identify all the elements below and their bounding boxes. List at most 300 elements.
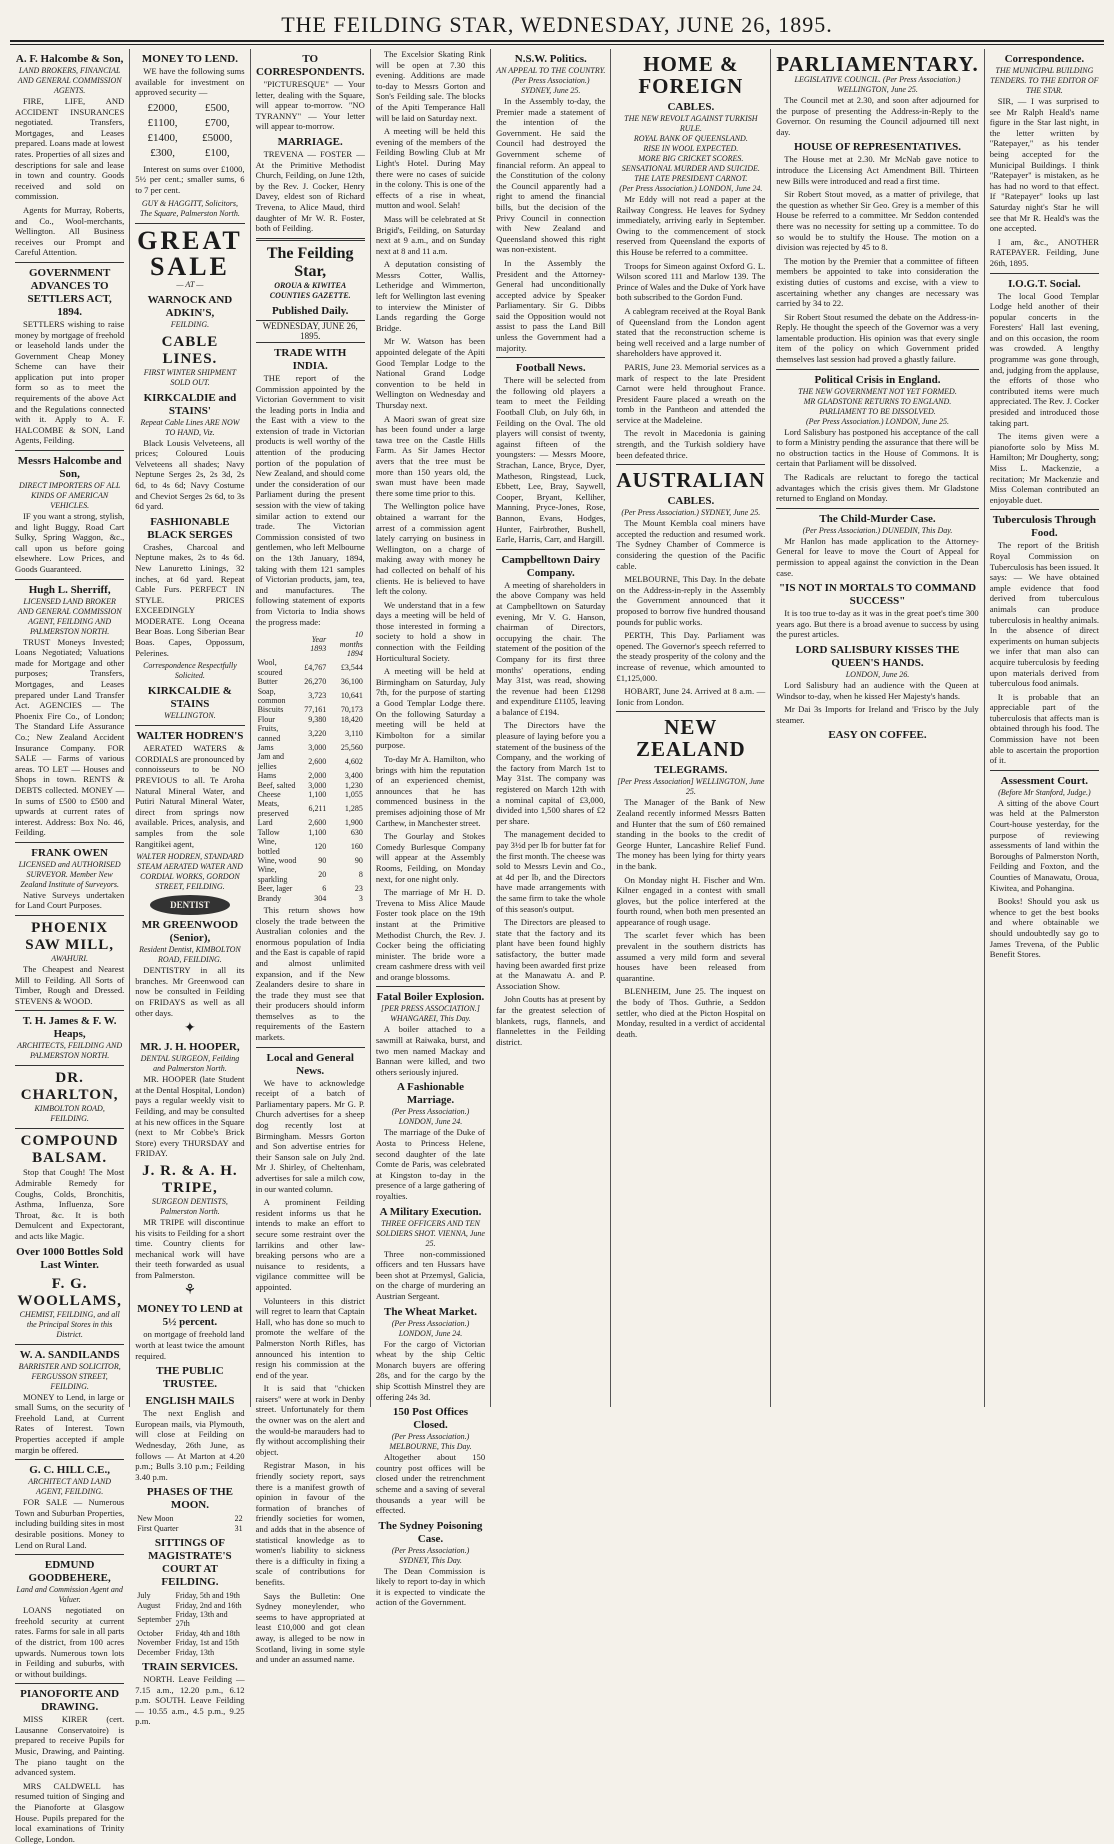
post-offices-dateline: (Per Press Association.) MELBOURNE, This Day.: [389, 1432, 472, 1452]
home-foreign-cables-title: HOME & FOREIGN: [638, 52, 744, 98]
moon-day: 31: [234, 1523, 243, 1533]
ad-money-text: WE have the following sums available for investment on approved security —: [135, 66, 245, 98]
star-title-block: [256, 245, 365, 343]
table-row: [135, 1610, 244, 1629]
ad-sawmill-subheading: AWAHURI.: [51, 954, 88, 964]
australian-cable-text: The Mount Kembla coal miners have accepted the reduction and resumed work. The Sydney Chamber of Commerce is considering the question of the Pacific cable.: [616, 518, 766, 571]
australian-cable-text: MELBOURNE, This Day. In the debate on the Address-in-reply in the Assembly the Government announced that it proposed to borrow five hundred thousand pounds for public works.: [616, 574, 766, 627]
newspaper-page: [10, 10, 1104, 1844]
cable-text: PARIS, June 23. Memorial services as a mark of respect to the late President Carnot were held throughout France. President Faure placed a wreath on the tomb in the Pantheon and attended the service at the Madeleine.: [616, 361, 766, 425]
money-sum: £5000,: [202, 131, 233, 144]
iogt-social-text: The items given were a pianoforte solo by Miss M. Hamilton; Mr Dougherty, song; Miss L. Mackenzie, a recitation; Mr Mackenzie and Miss Coleman contributed an enjoyable duet.: [989, 431, 1100, 505]
cable-headline: RISE IN WOOL EXPECTED.: [643, 144, 739, 153]
nz-telegram-text: On Monday night H. Fischer and Wm. Kilner engaged in a contest with small gloves, but the police interfered at the fourth round, when both men presented an appearance of rough usage.: [616, 874, 766, 927]
table-row: [256, 884, 365, 893]
house-text: The motion by the Premier that a committee of fifteen members be appointed to take into consideration the existing duties of customs and excise, with a view to ascertaining whether any changes are necessary was carried by 34 to 22.: [776, 255, 979, 309]
cell: 6: [322, 884, 327, 894]
ad-owen-text: Native Surveys undertaken for Land Court Purposes.: [15, 889, 125, 911]
nz-telegrams-title: NEW ZEALAND: [635, 715, 746, 762]
house-text: Sir Robert Stout moved, as a matter of privilege, that the question as whether Sir Geo. Grey is a member of this House be referred to a committee. Mr Seddon contended there was no necessity for setting up a committee. To do so would be to stultify the House. The motion on a division was rejected by 45 to 8.: [776, 189, 979, 253]
train-services-heading: TRAIN SERVICES.: [142, 1661, 238, 1674]
ad-piano-text: MISS KIRER (cert. Lausanne Conservatoire) is prepared to receive Pupils for Music, Drawing, and Painting. The piano taught on the advanced system.: [15, 1714, 125, 1778]
ad-hooper-text: MR. HOOPER (late Student at the Dental Hospital, London) pays a regular weekly visit to Feilding, and may be consulted at his new offices in the Square (next to Mr Cobbe's Brick Store) every THURSDAY and FRIDAY.: [135, 1074, 245, 1159]
ad-warnock-heading: WARNOCK AND ADKIN'S,: [147, 293, 233, 319]
local-news-item: Says the Bulletin: One Sydney moneylender, who seems to have appropriated at least £10,000 and got clean away, is alleged to be now in Scotland, living in some style and under an assumed name.: [255, 1590, 365, 1665]
imports-notice: Mr Dai 3s Imports for Ireland and 'Frisco by the July steamer.: [776, 704, 979, 725]
assessment-court-text: A sitting of the above Court was held at the Palmerston Court-house yesterday, for the purpose of reviewing assessments of land within the Boroughs of Palmerston North, Feilding and Foxton, and the Counties of Manawatu, Oroua, Kiwitea, and Pohangina.: [989, 797, 1100, 893]
post-offices-text: Altogether about 150 country post offices will be closed under the retrenchment scheme and a saving of several thousands a year will be effected.: [375, 1452, 486, 1516]
ad-halcombe-heading: A. F. Halcombe & Son,: [15, 53, 124, 65]
cell: 2,600: [308, 757, 327, 767]
nsw-politics-heading: N.S.W. Politics.: [514, 53, 587, 65]
divider: [135, 725, 244, 726]
table-row: [256, 856, 365, 865]
divider: [776, 508, 978, 509]
sitting-dates: Friday, 1st and 15th: [175, 1638, 239, 1648]
money-sum: £1100,: [147, 116, 178, 129]
local-news-item: The marriage of Mr H. D. Trevena to Miss Alice Maude Foster took place on the 19th instant at the Primitive Methodist Church, the Rev. J. Cocker being the officiating minister. The bride wore a cream cashmere dress with veil and orange blossoms.: [375, 887, 486, 982]
cell: 36,100: [340, 677, 363, 687]
sitting-month: November: [137, 1638, 172, 1648]
cell: Lard: [257, 818, 273, 828]
correspondence-sub: THE MUNICIPAL BUILDING TENDERS. TO THE EDITOR OF THE STAR.: [990, 66, 1099, 95]
ad-vehicles-subheading: DIRECT IMPORTERS OF ALL KINDS OF AMERICAN VEHICLES.: [19, 481, 121, 511]
success-advert-text: It is too true to-day as it was in the great poet's time 300 years ago. But there is a broad avenue to success by using the purest articles.: [776, 608, 979, 640]
ad-trustee-money-text: on mortgage of freehold land worth at least twice the amount required.: [135, 1329, 245, 1361]
dairy-company-text-3: The management decided to pay 3½d per lb for butter fat for the first month. The cheese was sold to Messrs Levin and Co., at 4d per lb, and the Directors have made arrangements with the same firm to take the whole of this season's output.: [496, 829, 606, 914]
cell: 3,110: [345, 728, 363, 738]
editorial-text: THE report of the Commission appointed by the Victorian Government to visit the leading ports in India and the East with a view to the extension of trade in Victorian products is well worthy of the attention of the producing portion of the population of New Zealand, and should come under the consideration of our Parliament during the present session with the view of taking similar action to extend our trade. The Victorian Commission consisted of two gentlemen, who left Melbourne on the 13th January, 1894, taking with them 121 samples of Victorian products, jam, tea, and manufactures. The following statement of exports from Victoria to India shows the progress made:: [255, 372, 365, 627]
sitting-dates: Friday, 13th: [175, 1647, 215, 1657]
english-mails-text: The next English and European mails, via Plymouth, will close at Feilding on Wednesday, 26th June, as follows — At Marton at 4.20 p.m.; Bulls 3.10 p.m.; Feilding 3.40 p.m.: [135, 1408, 245, 1482]
local-news-item: Volunteers in this district will regret to learn that Captain Hall, who has done so much to promote the welfare of the Palmerston North Rifles, has announced his intention to resign his commission at the end of the year.: [255, 1295, 365, 1380]
wheat-market-heading: The Wheat Market.: [383, 1305, 477, 1318]
moon-phases-table: [135, 1514, 244, 1533]
train-services-text: NORTH. Leave Feilding — 7.15 a.m., 12.20 p.m., 6.12 p.m. SOUTH. Leave Feilding — 10.55 a.m., 4.5 p.m., 9.25 p.m.: [135, 1674, 245, 1727]
cell: 3,723: [308, 691, 327, 701]
australian-cables-subtitle: CABLES.: [667, 495, 715, 508]
cell: Flour: [257, 714, 275, 724]
table-row: [256, 658, 365, 677]
cell: 3,000: [308, 780, 327, 790]
divider: [376, 986, 485, 987]
money-sum: £1400,: [147, 131, 178, 144]
house-text: Sir Robert Stout resumed the debate on the Address-in-Reply. He thought the speech of the Governor was a very lamentable production. His opinion was that every single item of the policy on which Government prided themselves last session had proved a ghastly failure.: [776, 311, 979, 365]
header-cell: Year 1893: [310, 634, 327, 654]
local-news-heading: Local and General News.: [266, 1051, 354, 1077]
cell: 3,400: [344, 771, 363, 781]
house-heading: HOUSE OF REPRESENTATIVES.: [794, 141, 961, 154]
local-news-item: We have to acknowledge receipt of a batch of Parliamentary papers. Mr G. P. Church advertises for a sheep dog recently lost at Birmingham. Messrs Gorton and Son advertise entries for their Sanson sale on July 2nd. Mr J. Shirley, of Cheltenham, advertises for sale a milch cow, in our wanted column.: [255, 1077, 365, 1194]
ad-tripe-sub: SURGEON DENTISTS, Palmerston North.: [151, 1196, 228, 1216]
ad-hodren-text: AERATED WATERS & CORDIALS are pronounced by connoisseurs to be NO PREVIOUS to all. Te Aroha Natural Mineral Water, and Putiri Natural Mineral Water, direct from springs now available. Prices, analysis, and samples from the sole Rangitikei agent,: [135, 743, 245, 849]
cell: 90: [354, 855, 363, 865]
divider: [135, 223, 244, 224]
divider: [990, 770, 1099, 771]
divider: [256, 238, 365, 241]
cell: 3: [358, 893, 363, 903]
cable-text: Troops for Simeon against Oxford G. L. Wilson scored 111 and Marlow 139. The Prince of Wales and the Duke of York have both subscribed to the Gordon Fund.: [616, 260, 766, 303]
ad-greenwood-heading: MR GREENWOOD (Senior),: [141, 919, 239, 945]
military-execution-heading: A Military Execution.: [379, 1205, 482, 1218]
cell: 2,600: [308, 818, 327, 828]
salisbury-heading: LORD SALISBURY KISSES THE QUEEN'S HANDS.: [795, 643, 960, 669]
divider: [15, 1128, 124, 1129]
cell: Brandy: [257, 893, 282, 903]
cell: 160: [350, 841, 363, 851]
table-row: [256, 705, 365, 714]
table-row: [256, 752, 365, 771]
moon-phase: New Moon: [137, 1514, 174, 1524]
salisbury-dateline: LONDON, June 26.: [845, 669, 910, 679]
ad-halcombe-subheading: LAND BROKERS, FINANCIAL AND GENERAL COMMISSION AGENTS.: [17, 66, 122, 95]
ad-greenwood-text: DENTISTRY in all its branches. Mr Greenwood can now be consulted in Feilding on FRIDAYS as well as all other days.: [135, 965, 245, 1018]
ad-kirkcaldie-city: WELLINGTON.: [164, 711, 216, 721]
local-news-item: The Wellington police have obtained a warrant for the arrest of a commission agent lately carrying on business in Wellington, on a charge of making away with money he had collected on behalf of his clients. He is believed to have left the colony.: [375, 501, 486, 597]
ad-sandilands-heading: W. A. SANDILANDS: [19, 1348, 120, 1361]
editorial-text-2: This return shows how closely the trade between the Australian colonies and the enormous population of India and the East is capable of rapid and almost unlimited expansion, and if the New Zealanders desire to share in the trade they must see that their producers should inform themselves as to the requirements of the Eastern markets.: [255, 904, 365, 1043]
ad-halcombe-text: FIRE, LIFE, AND ACCIDENT INSURANCES negotiated. Transfers, Mortgages, and Leases prepared. Loans made at lowest rates. Properties of all sizes and descriptions for sale and lease in town and country. Goods received and sold on commission.: [15, 96, 125, 202]
australian-cable-text: PERTH, This Day. Parliament was opened. The Governor's speech referred to the steady prosperity of the colony and the increase of revenue, which amounted to £1,125,000.: [616, 630, 766, 683]
ad-charlton-subheading: KIMBOLTON ROAD, FEILDING.: [34, 1104, 105, 1124]
cell: Biscuits: [257, 705, 284, 715]
cell: 70,173: [340, 705, 363, 715]
english-mails-heading: ENGLISH MAILS: [145, 1395, 235, 1408]
cable-text: A cablegram received at the Royal Bank of Queensland from the London agent stated that the reconstruction scheme is being well received and a large number of shareholders have approved it.: [616, 305, 766, 359]
cell: 3,220: [308, 728, 327, 738]
home-foreign-cables-subtitle: CABLES.: [667, 101, 715, 113]
marriage-news-text: The marriage of the Duke of Aosta to Princess Helene, second daughter of the late Comte de Paris, was celebrated at Kingston to-day in the presence of a large gathering of royalties.: [375, 1127, 486, 1201]
cell: 1,230: [344, 780, 363, 790]
ad-goodbehere-heading: EDMUND GOODBEHERE,: [28, 1559, 111, 1585]
political-crisis-dateline: (Per Press Association.) LONDON, June 25.: [805, 416, 950, 426]
political-crisis-text: Lord Salisbury has postponed his acceptance of the call to form a Ministry pending the assurance that there will be no obstruction tactics in the House of Commons. It is certain that Parliament will be dissolved.: [776, 426, 979, 469]
column-6: [610, 49, 770, 1407]
ad-warnock-town: FEILDING.: [170, 319, 210, 329]
table-row: [135, 1648, 244, 1657]
cell: 25,560: [340, 743, 363, 753]
masthead: THE FEILDING STAR, WEDNESDAY, JUNE 26, 1895.: [281, 12, 833, 37]
cell: Wine, sparkling: [257, 865, 288, 884]
star-title: The Feilding Star,: [266, 244, 354, 280]
ad-hill-subheading: ARCHITECT AND LAND AGENT, FEILDING.: [28, 1477, 112, 1497]
sitting-month: July: [137, 1591, 151, 1601]
ad-vehicles-heading: Messrs Halcombe and Son,: [17, 455, 122, 481]
cell: Jam and jellies: [257, 752, 284, 771]
money-sum: £100,: [204, 146, 230, 159]
dairy-company-text: A meeting of shareholders in the above Company was held at Campbelltown on Saturday evening, Mr V. G. Hanson, chairman of Directors, occupying the chair. The statement of the position of the Company for its first three months' operations, ending May 31st, was read, showing the revenue had been £1298 and expenditure £1105, leaving a balance of £194.: [496, 579, 606, 717]
column-5: [490, 49, 610, 1407]
cell: 1,100: [308, 827, 327, 837]
column-4: [370, 49, 490, 1608]
salisbury-text: Lord Salisbury had an audience with the Queen at Windsor to-day, when he kissed Her Majesty's hands.: [776, 679, 979, 701]
ad-vehicles-text: IF you want a strong, stylish, and light Buggy, Road Cart Sulky, Spring Waggon, &c., call upon us before going elsewhere. Low Prices, and Goods Guaranteed.: [15, 511, 125, 574]
ad-kirkcaldie-text: Black Lousis Velveteens, all prices; Coloured Louis Velveteens all shades; Navy Neptune Serges 2s, 2s 3d, 2s 6d, to 4s 6d; Navy Costume and Cheviot Serges 2s 6d, to 3s 6d yard.: [135, 437, 245, 512]
child-murder-heading: The Child-Murder Case.: [819, 512, 936, 525]
ad-serges-correspondence: Correspondence Respectfully Solicited.: [143, 661, 237, 681]
columns: [10, 49, 1104, 1844]
ad-cable-lines-heading: CABLE LINES.: [161, 333, 219, 367]
nsw-politics-text: In the Assembly to-day, the Premier made a statement of the intention of the Government. He said the Council had destroyed the Government scheme of financial reform. An appeal to the Constitution of the colony the Council apparently had a right to amend the financial bills, but the decision of the Privy Council in connection with New Zealand and Queensland showed this right was non-existent.: [496, 96, 606, 255]
moon-phase: First Quarter: [137, 1523, 179, 1533]
council-text: The Council met at 2.30, and soon after adjourned for the purpose of presenting the Address-in-Reply to the Governor. On resuming the Council adjourned till next day.: [776, 95, 979, 137]
poisoning-case-heading: The Sydney Poisoning Case.: [378, 1519, 483, 1545]
ad-sandilands-text: MONEY to Lend, in large or small Sums, on the security of Freehold Land, at Current Rates of Interest. Town Properties accepted if ample margin be offered.: [15, 1391, 125, 1455]
masthead-rule: [10, 40, 1104, 45]
cell: Hams: [257, 771, 277, 781]
cell: Wine, bottled: [257, 837, 280, 856]
tuberculosis-text: It is probable that an appreciable part of the tuberculosis that affects man is obtained through his food. The Commission have not been able to ascertain the proportion of it.: [989, 691, 1100, 766]
australian-cable-text: HOBART, June 24. Arrived at 8 a.m. — Ionic from London.: [616, 686, 766, 707]
table-row: [256, 818, 365, 827]
cable-headline: MORE BIG CRICKET SCORES.: [638, 154, 744, 163]
correspondence-heading: Correspondence.: [1004, 53, 1085, 65]
cell: 1,285: [344, 804, 363, 814]
ad-sandilands-subheading: BARRISTER AND SOLICITOR, FERGUSSON STREET, FEILDING.: [18, 1361, 121, 1391]
ad-architects-heading: T. H. James & F. W. Heaps,: [22, 1015, 117, 1041]
ad-hill-text: FOR SALE — Numerous Town and Suburban Properties, including building sites in most desirable positions. Money to Lend on Rural Land.: [15, 1497, 125, 1550]
cell: Wool, scoured: [257, 658, 283, 677]
ad-advances-text: SETTLERS wishing to raise money by mortgage of freehold or leasehold lands under the Government Cheap Money Scheme can have their application put into proper form so as to meet the requirements of the above Act and the Regulations connected with it. Apply to A. F. HALCOMBE & SON, Land Agents, Feilding.: [15, 318, 125, 446]
cell: 6,211: [308, 804, 327, 814]
divider: [15, 1683, 124, 1684]
cell: 4,602: [344, 757, 363, 767]
table-row: [135, 1638, 244, 1647]
cell: 10,641: [340, 691, 363, 701]
ad-hodren-heading: WALTER HODREN'S: [136, 730, 244, 743]
ad-public-trustee: THE PUBLIC TRUSTEE.: [156, 1365, 224, 1391]
marriage-news-dateline: (Per Press Association.) LONDON, June 24.: [391, 1107, 470, 1127]
ad-hodren-address: WALTER HODREN, STANDARD STEAM AERATED WATER AND CORDIAL WORKS, GORDON STREET, FEILDING.: [136, 852, 244, 892]
cell: 20: [318, 870, 327, 880]
tuberculosis-text: The report of the British Royal Commission on Tuberculosis has been issued. It says: — We have obtained ample evidence that food derived from tuberculous animals can produce tuberculosis in healthy animals. In the absence of direct experiments on human subjects we infer that man also can acquire tuberculosis by feeding upon materials derived from tuberculous food animals.: [989, 540, 1100, 689]
table-row: [256, 771, 365, 780]
ad-piano-heading: PIANOFORTE AND DRAWING.: [20, 1688, 120, 1714]
correspondents-text: "PICTURESQUE" — Your letter, dealing with the Square, will appear to-morrow. "NO TYRANNY" — Your letter will appear to-morrow.: [255, 79, 365, 132]
divider: [15, 1010, 124, 1011]
australian-cables-title: AUSTRALIAN: [616, 468, 766, 493]
cell: 9,380: [308, 714, 327, 724]
wheat-market-dateline: (Per Press Association.) LONDON, June 24.: [391, 1318, 470, 1338]
court-sittings-table: [135, 1591, 244, 1657]
divider: [990, 509, 1099, 510]
column-7: [770, 49, 983, 1407]
money-sum: £500,: [204, 101, 230, 114]
local-news-item: A prominent Feilding resident informs us that he intends to make an effort to secure some restraint over the larrikins and other law-breaking persons who are a nuisance to residents, a vigilance committee will be appointed.: [255, 1197, 365, 1292]
ad-woollams-heading: F. G. WOOLLAMS,: [17, 1275, 122, 1309]
football-heading: Football News.: [515, 362, 586, 375]
ad-woollams-subheading: CHEMIST, FEILDING, and all the Principal Stores in this District.: [19, 1309, 120, 1339]
political-crisis-sub: MR GLADSTONE RETURNS TO ENGLAND.: [803, 396, 952, 406]
cell: Wine, wood: [257, 855, 297, 865]
nz-telegrams-subtitle: TELEGRAMS.: [654, 764, 728, 777]
ad-tripe-heading: J. R. & A. H. TRIPE,: [142, 1162, 238, 1196]
divider: [496, 357, 605, 358]
cell: Tallow: [257, 827, 280, 837]
sitting-month: December: [137, 1647, 171, 1657]
ad-sherriff-heading: Hugh L. Sherriff,: [28, 583, 111, 596]
ad-caldwell-text: MRS CALDWELL has resumed tuition of Singing and the Pianoforte at Glasgow House. Pupils prepared for the local examinations of Trinity College, London.: [15, 1780, 125, 1844]
cell: 630: [350, 827, 363, 837]
cell: Jams: [257, 743, 274, 753]
table-row: [256, 894, 365, 903]
table-row: [135, 1629, 244, 1638]
header-cell: [256, 630, 299, 658]
military-execution-text: Three non-commissioned officers and ten Hussars have been shot at Przemysl, Galicia, on the charge of murdering an Austrian Sergeant.: [375, 1248, 486, 1301]
table-row: [135, 1601, 244, 1610]
tooth-icon: ✦: [184, 1021, 196, 1037]
ad-hooper-sub: DENTAL SURGEON, Feilding and Palmerston North.: [140, 1054, 240, 1074]
ad-serges-heading: FASHIONABLE BLACK SERGES: [147, 515, 233, 541]
sitting-month: September: [137, 1614, 172, 1624]
divider: [616, 464, 765, 465]
table-row: [256, 677, 365, 686]
cable-dateline: (Per Press Association.) LONDON, June 24.: [619, 184, 763, 193]
ad-goodbehere-subheading: Land and Commission Agent and Valuer.: [16, 1585, 123, 1605]
table-row: [135, 1514, 244, 1523]
ad-sawmill-heading: PHOENIX SAW MILL,: [25, 920, 115, 954]
ad-charlton-heading: DR. CHARLTON,: [20, 1070, 119, 1104]
table-row: [256, 837, 365, 856]
local-news-item: The Excelsior Skating Rink will be open at 7.30 this evening. Additions are made to-day to Messrs Gorton and Son's Feilding sale. The blocks of the Apiti Temperance Hall will be laid on Saturday next.: [375, 49, 486, 123]
cell: 26,270: [304, 677, 327, 687]
ad-money-solicitors: GUY & HAGGITT, Solicitors, The Square, Palmerston North.: [139, 198, 240, 218]
nz-telegram-text: BLENHEIM, June 25. The inquest on the body of Thos. Guthrie, a Seddon settler, who died at the Picton Hospital on Monday, resulted in a verdict of accidental death.: [616, 986, 766, 1039]
ad-kirkcaldie-sub: Repeat Cable Lines ARE NOW TO HAND, Viz.: [140, 417, 240, 437]
divider: [496, 549, 605, 550]
australian-cables-dateline: (Per Press Association.) SYDNEY, June 25.: [621, 508, 761, 518]
local-news-item: To-day Mr A. Hamilton, who brings with him the reputation of an experienced chemist, announces that he has commenced business in the premises adjoining those of Mr Carthew, in Manchester street.: [375, 754, 486, 828]
ad-advances-heading: GOVERNMENT ADVANCES TO SETTLERS ACT, 1894.: [27, 266, 112, 318]
cable-headline: THE LATE PRESIDENT CARNOT.: [634, 174, 748, 183]
marriage-heading: MARRIAGE.: [277, 135, 343, 148]
correspondence-signature: I am, &c., ANOTHER RATEPAYER. Feilding, June 26th, 1895.: [989, 236, 1100, 268]
assessment-court-heading: Assessment Court.: [1000, 774, 1089, 787]
cell: 120: [314, 841, 327, 851]
correspondents-heading: TO CORRESPONDENTS.: [255, 53, 365, 78]
cell: 304: [314, 893, 327, 903]
ad-sherriff-subheading: LICENSED LAND BROKER AND GENERAL COMMISSION AGENT, FEILDING AND PALMERSTON NORTH.: [17, 596, 122, 636]
child-murder-dateline: (Per Press Association.) DUNEDIN, This Day.: [802, 525, 953, 535]
cell: Fruits, canned: [257, 724, 281, 743]
local-news-item: Registrar Mason, in his friendly society report, says there is a manifest growth of opinion in favour of the formation of branches of friendly societies for women, and adds that in the absence of statistical knowledge as to women's liability to sickness there is a difficulty in fixing a scale of contributions for benefits.: [255, 1460, 365, 1587]
nsw-politics-text-2: In the Assembly the President and the Attorney-General had unconditionally accepted advice by Speaker Parliamentary. Sir G. Dibbs said the Opposition would not assist to pass the Land Bill unless the Government had a majority.: [496, 257, 606, 353]
assessment-court-sub: (Before Mr Stanford, Judge.): [998, 787, 1091, 797]
table-row: [135, 1524, 244, 1533]
sitting-dates: Friday, 2nd and 16th: [175, 1600, 242, 1610]
coutts-notice: John Coutts has at present by far the greatest selection of blankets, rugs, flannels, and flannelettes in the Feilding district.: [496, 994, 606, 1047]
court-sittings-heading: SITTINGS OF MAGISTRATE'S COURT AT FEILDING.: [148, 1537, 232, 1589]
table-row: [256, 865, 365, 884]
header-cell: 10 months 1894: [339, 630, 363, 658]
cell: 8: [358, 870, 363, 880]
ad-kirkcaldie-footer: KIRKCALDIE & STAINS: [147, 685, 232, 711]
local-news-item: The Gourlay and Stokes Comedy Burlesque Company will appear at the Assembly Rooms, Feilding, on Monday next, for one night only.: [375, 831, 486, 884]
marriage-text: TREVENA — FOSTER — At the Primitive Methodist Church, Feilding, on June 12th, by the Rev. J. Cocker, Henry Davey, eldest son of Richard Trevena, to Alice Maud, third daughter of Mr W. R. Foster, both of Feilding.: [255, 148, 365, 234]
star-published: Published Daily.: [271, 304, 349, 317]
cell: 1,055: [344, 790, 363, 800]
local-news-item: A meeting will be held at Birmingham on Saturday, July 7th, for the purpose of starting a Good Templar Lodge there. On the following Saturday a meeting will be held at Kimbolton for a similar purpose.: [375, 666, 486, 751]
divider: [15, 1459, 124, 1460]
political-crisis-sub: PARLIAMENT TO BE DISSOLVED.: [819, 406, 936, 416]
divider: [15, 262, 124, 263]
post-offices-heading: 150 Post Offices Closed.: [392, 1406, 469, 1432]
money-sum: £2000,: [147, 101, 178, 114]
star-subtitle: OROUA & KIWITEA COUNTIES GAZETTE.: [269, 280, 351, 300]
boiler-explosion-text: A boiler attached to a sawmill at Raiwaka, burst, and two men named Mackay and Bannan were killed, and two others seriously injured.: [375, 1024, 486, 1077]
military-execution-dateline: THREE OFFICERS AND TEN SOLDIERS SHOT. VIENNA, June 25.: [376, 1218, 485, 1248]
ad-cable-lines-sub: FIRST WINTER SHIPMENT SOLD OUT.: [143, 367, 237, 387]
dairy-company-text-2: The Directors have the pleasure of laying before you a statement of the business of the Company, and the working of the factory from March 1st to May 31st. The company was registered on March 12th with a nominal capital of £3,000, divided into 1,500 shares of £2 per share.: [496, 720, 606, 826]
crest-icon: ⚘: [183, 1283, 197, 1299]
ad-hooper-heading: MR. J. H. HOOPER,: [140, 1041, 240, 1054]
cable-headline: SENSATIONAL MURDER AND SUICIDE.: [621, 164, 760, 173]
table-row: [256, 743, 365, 752]
coffee-advert-heading: EASY ON COFFEE.: [828, 729, 927, 742]
legislative-council-dateline: LEGISLATIVE COUNCIL. (Per Press Association.) WELLINGTON, June 25.: [794, 75, 961, 94]
divider: [990, 273, 1099, 274]
dairy-company-text-4: The Directors are pleased to state that the factory and its plant have been found highly satisfactory, the butter made having been awarded first prize at the Manawatu A. and P. Association Show.: [496, 917, 606, 991]
books-notice: Books! Should you ask us whence to get the best books and where obtainable we should undoubtedly say go to James Trevena, of the Public Benefit Stores.: [989, 896, 1100, 960]
sitting-dates: Friday, 5th and 19th: [175, 1591, 240, 1601]
table-row: [256, 724, 365, 743]
divider: [15, 579, 124, 580]
moon-phases-heading: PHASES OF THE MOON.: [146, 1486, 234, 1512]
ad-money-sums: [135, 101, 244, 161]
cable-headline: ROYAL BANK OF QUEENSLAND.: [633, 134, 748, 143]
boiler-explosion-heading: Fatal Boiler Explosion.: [376, 991, 485, 1004]
table-row: [256, 715, 365, 724]
editorial-heading: TRADE WITH INDIA.: [274, 346, 347, 372]
nz-telegrams-dateline: [Per Press Association] WELLINGTON, June 25.: [617, 777, 765, 797]
divider: [15, 915, 124, 916]
table-row: [256, 828, 365, 837]
ad-kirkcaldie-heading: KIRKCALDIE and STAINS': [143, 391, 237, 417]
boiler-explosion-dateline: [PER PRESS ASSOCIATION.] WHANGAREI, This Day.: [381, 1004, 480, 1024]
cell: Cheese: [257, 790, 281, 800]
column-2: [129, 49, 249, 1727]
money-sum: £700,: [204, 116, 230, 129]
cell: Beer, lager: [257, 884, 293, 894]
political-crisis-text: The Radicals are reluctant to forego the tactical advantages which the crisis gives them. Mr Gladstone returned to England on Monday.: [776, 472, 979, 504]
divider: [616, 711, 765, 712]
divider: [256, 1047, 365, 1048]
ad-trustee-money-heading: MONEY TO LEND at 5½ percent.: [137, 1303, 243, 1329]
local-news-item: It is said that "chicken raisers" were at work in Denby street. Unfortunately for them the owner was on the alert and the would-be marauders had to fly without accomplishing their object.: [255, 1383, 365, 1457]
ad-sawmill-text: The Cheapest and Nearest Mill to Feilding. All Sorts of Timber, Rough and Dressed. STEVENS & WOOD.: [15, 964, 125, 1006]
export-table: [256, 630, 365, 903]
cable-text: Mr Eddy will not read a paper at the Railway Congress. He leaves for Sydney immediately, arriving early in September. Owing to the commencement of stock reserved from Queensland the exports of this House be referred to a committee.: [616, 194, 766, 257]
nsw-politics-dateline: AN APPEAL TO THE COUNTRY. (Per Press Association.) SYDNEY, June 25.: [496, 66, 606, 95]
political-crisis-sub: THE NEW GOVERNMENT NOT YET FORMED.: [798, 386, 957, 396]
cable-text: The revolt in Macedonia is gaining strength, and the Turkish soldiery have been defeated thrice.: [616, 428, 766, 460]
cell: 90: [318, 855, 327, 865]
table-row: [135, 1591, 244, 1600]
ad-sherriff-text: TRUST Moneys Invested; Loans Negotiated; Valuations made for Mortgage and other purposes; Transfers, Mortgages, and Leases prepared under Land Transfer Act. AGENCIES — The Phoenix Fire Co., of London; The Standard Life Assurance Co.; New Zealand Accident Insurance Company. FOR SALE — Farms of various areas. TO LET — Houses and Shops in town. RENTS & DEBTS collected. MONEY — In sums of £500 to £500 and upwards at current rates of interest. Address: Box No. 46, Feilding.: [15, 636, 125, 838]
nz-telegram-text: The Manager of the Bank of New Zealand recently informed Messrs Batten and Hunter that the sum of £60 remained standing in the books to the credit of George Hunter, Lancashire Relief Fund. The money has been lying for thirty years in the bank.: [616, 797, 766, 871]
cell: Butter: [257, 677, 278, 687]
star-date: WEDNESDAY, JUNE 26, 1895.: [256, 320, 365, 343]
ad-serges-text: Crashes, Charcoal and Neptune makes, 2s to 4s 6d. New Lanuretto Linings, 32 inches, at 6d yard. Repeat Cable Furs. PERFECT IN STYLE. PRICES EXCEEDINGLY MODERATE. Long Oceana Bear Boas. Long Siberian Bear Boas. Capes, Oppossum, Pelerines.: [135, 541, 245, 658]
table-header-row: [256, 630, 365, 658]
tuberculosis-heading: Tuberculosis Through Food.: [992, 514, 1096, 540]
ad-balsam-text: Stop that Cough! The Most Admirable Remedy for Coughs, Colds, Bronchitis, Asthma, Influenza, Sore Throat, &c. It is both Demulcent and Expectorant, and acts like Magic.: [15, 1167, 125, 1241]
ad-owen-heading: FRANK OWEN: [31, 846, 108, 859]
column-3: [250, 49, 370, 1665]
table-row: [256, 781, 365, 790]
dentist-emblem: [135, 895, 244, 915]
table-row: [256, 687, 365, 706]
